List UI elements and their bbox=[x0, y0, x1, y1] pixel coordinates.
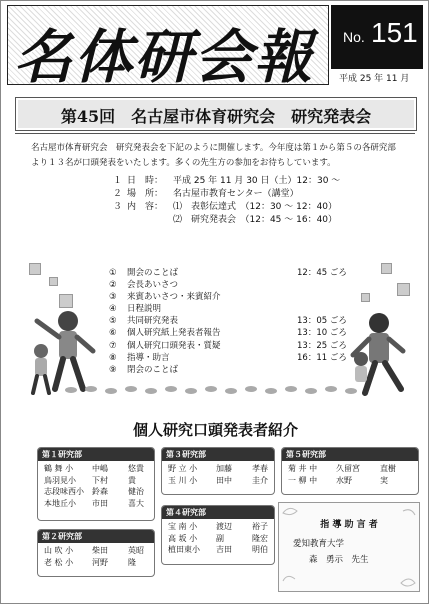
detail-label: 内 容： bbox=[127, 202, 164, 212]
research-group-2 bbox=[37, 529, 155, 577]
program-name: 来賓あいさつ・来賓紹介 bbox=[127, 292, 221, 303]
detail-value: ⑵ 研究発表会 （12：45 ～ 16：40） bbox=[173, 215, 338, 225]
program-item bbox=[109, 352, 359, 364]
program-number: ⑦ bbox=[109, 340, 117, 351]
program-name: 閉会のことば bbox=[127, 364, 179, 375]
surname: 吉田 bbox=[216, 545, 232, 554]
detail-value: ⑴ 表彰伝達式 （12：30 ～ 12：40） bbox=[173, 202, 338, 212]
event-banner bbox=[15, 97, 417, 131]
program-number: ① bbox=[109, 268, 117, 278]
program-time: 13：25 ごろ bbox=[297, 340, 347, 351]
research-group-5 bbox=[281, 447, 419, 495]
detail-number: ３ bbox=[113, 202, 123, 212]
program-number: ⑨ bbox=[109, 364, 117, 375]
detail-row bbox=[113, 175, 340, 188]
surname: 加藤 bbox=[216, 464, 232, 473]
detail-value: 平成 25 年 11 月 30 日（土）12：30 ～ bbox=[173, 176, 341, 186]
school: 本地丘小 bbox=[44, 498, 76, 508]
detail-value: 名古屋市教育センター（講堂） bbox=[173, 189, 299, 199]
event-details bbox=[113, 175, 340, 227]
given-name: 貴 bbox=[128, 475, 136, 485]
decorative-square bbox=[361, 293, 370, 302]
detail-label: 日 時： bbox=[127, 176, 164, 186]
presenters-section-title: 個人研究口頭発表者紹介 bbox=[132, 421, 298, 439]
school: 山 吹 小 bbox=[44, 546, 74, 555]
school: 宝 南 小 bbox=[168, 522, 198, 531]
given-name: 圭介 bbox=[252, 475, 268, 485]
banner-divider bbox=[15, 133, 415, 134]
school: 玉 川 小 bbox=[168, 475, 198, 485]
research-group-4 bbox=[161, 505, 275, 565]
given-name: 隆宏 bbox=[252, 533, 268, 543]
detail-label: 場 所： bbox=[127, 189, 164, 199]
issue-date: 平成 25 年 11 月 bbox=[339, 74, 410, 84]
advisor-organization: 愛知教育大学 bbox=[293, 539, 345, 549]
research-group-1 bbox=[37, 447, 155, 521]
presenter-row bbox=[168, 475, 268, 487]
presenter-row bbox=[168, 544, 268, 556]
detail-row bbox=[113, 214, 340, 227]
program-name: 指導・助言 bbox=[127, 352, 170, 363]
given-name: 英昭 bbox=[128, 546, 144, 555]
masthead bbox=[7, 5, 329, 85]
program-time bbox=[297, 303, 357, 315]
program-name: 開会のことば bbox=[127, 268, 179, 278]
program-item bbox=[109, 327, 359, 339]
presenter-row bbox=[168, 463, 268, 475]
school: 老 松 小 bbox=[44, 557, 74, 567]
surname: 久留宮 bbox=[336, 464, 360, 473]
issue-number-box bbox=[331, 5, 423, 69]
presenter-row bbox=[44, 463, 148, 475]
given-name: 実 bbox=[380, 475, 388, 485]
program-number: ④ bbox=[109, 304, 117, 315]
program-name: 会長あいさつ bbox=[127, 280, 179, 291]
program-item bbox=[109, 364, 359, 376]
school: 鳥羽見小 bbox=[44, 475, 76, 485]
leaf-garland bbox=[61, 381, 371, 399]
surname: 中嶋 bbox=[92, 464, 108, 473]
surname: 渡辺 bbox=[216, 522, 232, 531]
surname: 下村 bbox=[92, 475, 108, 485]
school: 菊 井 中 bbox=[288, 464, 318, 473]
given-name: 悠貴 bbox=[128, 464, 144, 473]
program-time: 16：11 ごろ bbox=[297, 352, 347, 363]
research-group-3 bbox=[161, 447, 275, 495]
program-name: 個人研究紙上発表者報告 bbox=[127, 328, 221, 339]
detail-number: １ bbox=[113, 176, 123, 186]
given-name: 直樹 bbox=[380, 464, 396, 473]
detail-number: ２ bbox=[113, 189, 123, 199]
given-name: 明伯 bbox=[252, 545, 268, 554]
program-time bbox=[297, 279, 357, 291]
surname: 河野 bbox=[92, 557, 108, 567]
advisor-name: 森 勇示 先生 bbox=[309, 555, 369, 565]
detail-number bbox=[113, 214, 127, 227]
group-heading: 第４研究部 bbox=[162, 506, 274, 519]
program-time: 13：10 ごろ bbox=[297, 328, 347, 339]
program-name: 日程説明 bbox=[127, 304, 162, 315]
detail-label bbox=[127, 214, 173, 227]
given-name: 喜大 bbox=[128, 498, 144, 508]
detail-row bbox=[113, 201, 340, 214]
group-heading: 第５研究部 bbox=[282, 448, 418, 461]
detail-row bbox=[113, 188, 340, 201]
program-list bbox=[109, 267, 359, 376]
program-item bbox=[109, 267, 359, 279]
program-name: 個人研究口頭発表・質疑 bbox=[127, 340, 221, 351]
newsletter-title: 名体研会報 bbox=[14, 23, 315, 85]
program-item bbox=[109, 291, 359, 303]
presenter-row bbox=[288, 463, 412, 475]
program-item bbox=[109, 340, 359, 352]
surname: 鈴森 bbox=[92, 487, 108, 496]
presenter-row bbox=[168, 533, 268, 545]
issue-number: 151 bbox=[371, 17, 418, 48]
advisor-heading: 指 導 助 言 者 bbox=[320, 520, 378, 530]
decorative-square bbox=[29, 263, 41, 275]
presenter-row bbox=[288, 475, 412, 487]
program-number: ② bbox=[109, 280, 117, 291]
presenter-row bbox=[44, 486, 148, 498]
program-item bbox=[109, 303, 359, 315]
program-name: 共同研究発表 bbox=[127, 316, 179, 327]
decorative-square bbox=[397, 283, 410, 296]
program-time: 13：05 ごろ bbox=[297, 316, 347, 327]
program-number: ③ bbox=[109, 292, 117, 303]
given-name: 健治 bbox=[128, 487, 144, 496]
given-name: 裕子 bbox=[252, 522, 268, 531]
school: 野 立 小 bbox=[168, 464, 198, 473]
school: 高 坂 小 bbox=[168, 533, 198, 543]
given-name: 孝春 bbox=[252, 464, 268, 473]
issue-prefix: No. bbox=[343, 29, 365, 45]
school: 志段味西小 bbox=[44, 487, 84, 496]
program-number: ⑥ bbox=[109, 328, 117, 339]
decorative-square bbox=[381, 263, 392, 274]
program-time bbox=[297, 364, 357, 376]
school: 一 柳 中 bbox=[288, 475, 318, 485]
intro-paragraph: 名古屋市体育研究会 研究発表会を下記のように開催します。今年度は第１から第５の各研究部より１３名が口頭発表をいたします。多くの先生方の参加をお待ちしています。 bbox=[31, 143, 396, 168]
presenter-row bbox=[44, 557, 148, 569]
group-heading: 第１研究部 bbox=[38, 448, 154, 461]
presenter-row bbox=[44, 475, 148, 487]
surname: 市田 bbox=[92, 498, 108, 508]
program-time bbox=[297, 291, 357, 303]
surname: 田中 bbox=[216, 475, 232, 485]
presenter-row bbox=[44, 498, 148, 510]
program-item bbox=[109, 279, 359, 291]
decorative-square bbox=[49, 277, 58, 286]
surname: 水野 bbox=[336, 475, 352, 485]
surname: 柴田 bbox=[92, 546, 108, 555]
school: 植田東小 bbox=[168, 545, 200, 554]
event-title: 第45回 名古屋市体育研究会 研究発表会 bbox=[60, 107, 372, 126]
advisor-box bbox=[278, 502, 420, 592]
presenter-row bbox=[168, 521, 268, 533]
group-heading: 第２研究部 bbox=[38, 530, 154, 543]
surname: 副 bbox=[216, 533, 224, 543]
school: 鶴 舞 小 bbox=[44, 464, 74, 473]
program-number: ⑤ bbox=[109, 316, 117, 327]
presenter-row bbox=[44, 545, 148, 557]
program-time: 12：45 ごろ bbox=[297, 268, 347, 278]
program-number: ⑧ bbox=[109, 352, 117, 363]
program-item bbox=[109, 315, 359, 327]
group-heading: 第３研究部 bbox=[162, 448, 274, 461]
given-name: 隆 bbox=[128, 557, 136, 567]
